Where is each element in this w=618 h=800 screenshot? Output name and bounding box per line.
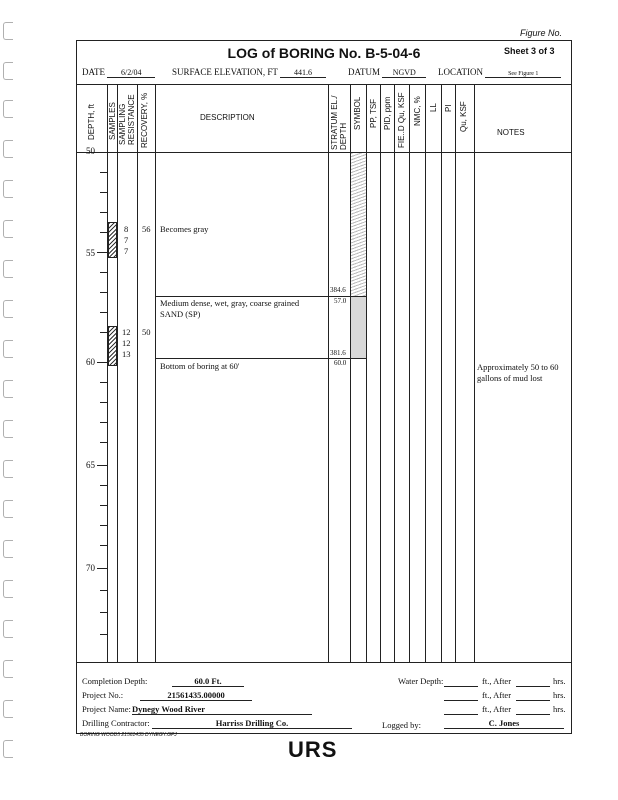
column-divider [455, 84, 456, 662]
hrs-label: hrs. [553, 676, 566, 686]
urs-logo: URS [288, 737, 338, 762]
depth-tick [100, 422, 107, 423]
depth-tick [100, 332, 107, 333]
column-divider [155, 84, 156, 662]
stratum-elevation: 384.6 [330, 286, 346, 294]
hrs-label: hrs. [553, 690, 566, 700]
depth-label: 50 [86, 146, 95, 156]
project-no-label: Project No.: [82, 690, 124, 700]
datum-value: NGVD [382, 68, 426, 78]
after-blank [516, 686, 550, 687]
binder-hole [3, 260, 13, 278]
water-depth-label: Water Depth: [398, 676, 444, 686]
binder-hole [3, 300, 13, 318]
water-depth-blank [444, 714, 478, 715]
completion-value: 60.0 Ft. [172, 676, 244, 687]
location-field [438, 67, 561, 78]
binder-hole [3, 500, 13, 518]
recovery-value: 50 [142, 327, 151, 337]
after-blank [516, 714, 550, 715]
blow-count: 13 [122, 349, 131, 359]
depth-tick [97, 152, 107, 153]
log-title: LOG of BORING No. B-5-04-6 [227, 45, 421, 61]
binder-hole [3, 140, 13, 158]
depth-tick [97, 465, 107, 466]
depth-tick [100, 232, 107, 233]
column-divider [328, 84, 329, 662]
project-no-value: 21561435.00000 [140, 690, 252, 701]
after-blank [516, 700, 550, 701]
binder-hole [3, 380, 13, 398]
column-divider [394, 84, 395, 662]
depth-tick [100, 612, 107, 613]
depth-tick [100, 312, 107, 313]
sample-marker [108, 222, 117, 258]
logged-by-label: Logged by: [382, 720, 421, 730]
binder-hole [3, 620, 13, 638]
stratum-depth: 60.0 [334, 359, 347, 367]
col-qu: Qu, KSF [459, 101, 468, 132]
date-label: DATE [82, 67, 105, 77]
depth-tick [100, 272, 107, 273]
col-nmc: NMC, % [413, 96, 422, 126]
soil-symbol-sand [351, 297, 366, 358]
depth-tick [100, 545, 107, 546]
col-notes: NOTES [497, 128, 525, 137]
binder-hole [3, 180, 13, 198]
blow-count: 8 [124, 224, 129, 234]
depth-label: 70 [86, 563, 95, 573]
column-divider [441, 84, 442, 662]
column-divider [380, 84, 381, 662]
binder-hole [3, 100, 13, 118]
binder-hole [3, 660, 13, 678]
figure-label: Figure No. [520, 28, 563, 38]
depth-tick [100, 505, 107, 506]
binder-hole [3, 340, 13, 358]
recovery-value: 56 [142, 224, 151, 234]
depth-tick [100, 525, 107, 526]
column-divider [117, 84, 118, 662]
col-field-qu: FIE..D Qu, KSF [397, 92, 406, 148]
binder-hole [3, 580, 13, 598]
description-text: Bottom of boring at 60' [160, 361, 240, 371]
col-pi: PI [444, 104, 453, 112]
binder-hole [3, 540, 13, 558]
driller-value: Harriss Drilling Co. [152, 718, 352, 729]
date-value: 6/2/04 [107, 68, 155, 78]
binder-hole [3, 420, 13, 438]
logged-by-value: C. Jones [444, 718, 564, 729]
col-ll: LL [429, 103, 438, 112]
elevation-field [172, 67, 326, 78]
binder-hole [3, 22, 13, 40]
depth-label: 60 [86, 357, 95, 367]
column-divider [425, 84, 426, 662]
after-label: ft., After [482, 676, 512, 686]
binder-hole [3, 740, 13, 758]
depth-tick [97, 568, 107, 569]
binder-hole [3, 220, 13, 238]
table-top-rule [76, 84, 572, 85]
depth-tick [100, 292, 107, 293]
depth-label: 65 [86, 460, 95, 470]
column-divider [409, 84, 410, 662]
after-label: ft., After [482, 690, 512, 700]
col-symbol: SYMBOL [353, 96, 362, 130]
note-text: gallons of mud lost [477, 373, 543, 383]
col-sampling-resistance: SAMPLING RESISTANCE [118, 94, 136, 145]
soil-symbol-silt [351, 153, 366, 296]
stratum-elevation: 381.6 [330, 349, 346, 357]
document-id: BORING WOOD5 21561435 DYNEGY.GPJ [80, 732, 177, 738]
location-value: See Figure 1 [485, 71, 561, 78]
depth-tick [100, 634, 107, 635]
datum-label: DATUM [348, 67, 381, 77]
depth-tick [100, 590, 107, 591]
location-label: LOCATION [438, 67, 483, 77]
header-bottom-rule [76, 152, 572, 153]
note-text: Approximately 50 to 60 [477, 362, 559, 372]
column-divider [137, 84, 138, 662]
elevation-label: SURFACE ELEVATION, FT [172, 67, 278, 77]
depth-tick [100, 402, 107, 403]
binder-hole [3, 62, 13, 80]
depth-tick [100, 485, 107, 486]
blow-count: 12 [122, 327, 131, 337]
depth-label: 55 [86, 248, 95, 258]
col-pid: PID, ppm [383, 96, 392, 130]
description-text: Medium dense, wet, gray, coarse grained [160, 298, 300, 308]
completion-label: Completion Depth: [82, 676, 148, 686]
column-divider [107, 84, 108, 662]
depth-tick [100, 212, 107, 213]
after-label: ft., After [482, 704, 512, 714]
log-frame [76, 40, 572, 734]
sample-marker [108, 326, 117, 366]
depth-tick [100, 172, 107, 173]
col-stratum: STRATUM EL./ DEPTH [330, 95, 348, 150]
binder-hole [3, 460, 13, 478]
hrs-label: hrs. [553, 704, 566, 714]
project-name-value: Dynegy Wood River [132, 704, 312, 715]
col-description: DESCRIPTION [200, 113, 255, 122]
col-recovery: RECOVERY, % [140, 92, 149, 148]
sheet-number: Sheet 3 of 3 [504, 46, 555, 56]
column-divider [474, 84, 475, 662]
depth-tick [100, 192, 107, 193]
depth-tick [97, 252, 107, 253]
datum-field [348, 67, 426, 78]
binder-hole [3, 700, 13, 718]
depth-tick [100, 382, 107, 383]
depth-tick [100, 442, 107, 443]
date-field [82, 67, 155, 78]
column-divider [366, 84, 367, 662]
description-text: SAND (SP) [160, 309, 201, 319]
water-depth-blank [444, 700, 478, 701]
driller-label: Drilling Contractor: [82, 718, 150, 728]
blow-count: 7 [124, 235, 129, 245]
water-depth-blank [444, 686, 478, 687]
col-depth: DEPTH, ft [87, 103, 96, 140]
depth-tick [97, 362, 107, 363]
col-samples: SAMPLES [108, 102, 117, 140]
project-name-label: Project Name: [82, 704, 131, 714]
description-text: Becomes gray [160, 224, 209, 234]
blow-count: 7 [124, 246, 129, 256]
elevation-value: 441.6 [280, 68, 326, 78]
table-bottom-rule [76, 662, 572, 663]
blow-count: 12 [122, 338, 131, 348]
col-pp: PP, TSF [369, 98, 378, 128]
stratum-depth: 57.0 [334, 297, 347, 305]
